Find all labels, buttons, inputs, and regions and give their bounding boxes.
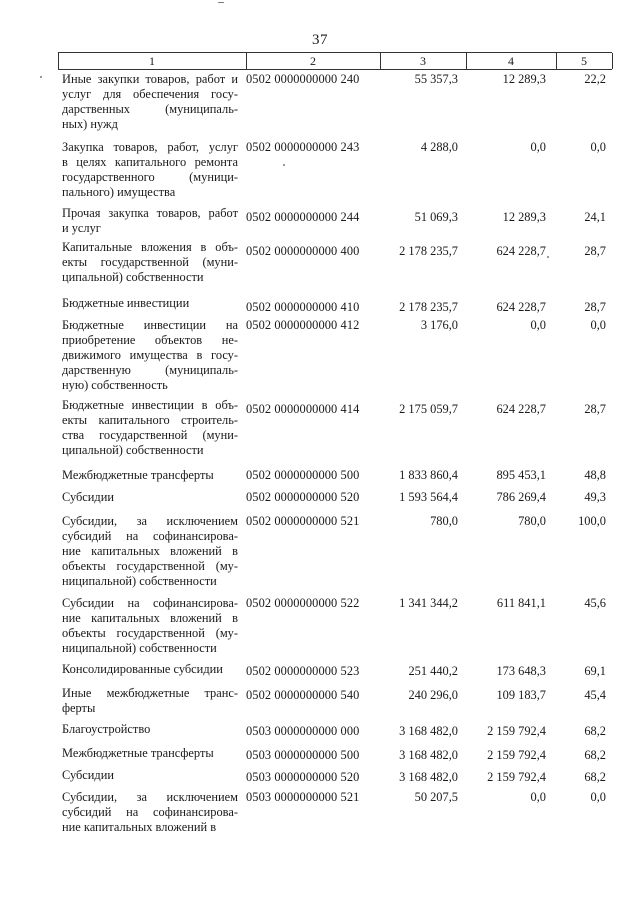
row-plan-value: 3 168 482,0 [399, 770, 458, 784]
row-actual-value: 624 228,7 [496, 402, 546, 416]
row-actual-value: 895 453,1 [496, 468, 546, 482]
row-code: 0502 0000000000 244 [246, 210, 360, 224]
header-divider [58, 53, 59, 69]
row-actual-value: 0,0 [530, 790, 546, 804]
row-name: Иные межбюджетные транс- ферты [62, 686, 238, 715]
row-actual-value: 12 289,3 [502, 72, 546, 86]
row-name: Бюджетные инвестиции [62, 296, 190, 310]
row-actual-value: 611 841,1 [496, 596, 546, 610]
row-percent: 0,0 [590, 790, 606, 804]
header-col-5: 5 [581, 54, 587, 68]
row-plan-value: 2 178 235,7 [399, 300, 458, 314]
row-percent: 28,7 [584, 402, 606, 416]
row-code: 0502 0000000000 400 [246, 244, 360, 258]
row-actual-value: 0,0 [530, 318, 546, 332]
header-col-3: 3 [420, 54, 426, 68]
header-col-4: 4 [508, 54, 514, 68]
row-percent: 100,0 [578, 514, 606, 528]
row-percent: 68,2 [584, 770, 606, 784]
row-name: Благоустройство [62, 722, 151, 736]
row-code: 0502 0000000000 520 [246, 490, 360, 504]
row-actual-value: 0,0 [530, 140, 546, 154]
row-name: Субсидии [62, 768, 114, 782]
header-divider [466, 53, 467, 69]
scan-speck [40, 76, 42, 78]
row-name: Субсидии [62, 490, 114, 504]
row-plan-value: 51 069,3 [414, 210, 458, 224]
row-code: 0502 0000000000 521 [246, 514, 360, 528]
row-actual-value: 786 269,4 [496, 490, 546, 504]
row-plan-value: 3 168 482,0 [399, 748, 458, 762]
row-plan-value: 3 168 482,0 [399, 724, 458, 738]
row-percent: 22,2 [584, 72, 606, 86]
row-code: 0503 0000000000 000 [246, 724, 360, 738]
row-percent: 48,8 [584, 468, 606, 482]
row-code: 0502 0000000000 240 [246, 72, 360, 86]
row-name: Бюджетные инвестиции на приобретение объектов не- движимого имущества в госу- дарственную (муниципаль- ную) собственность [62, 318, 238, 392]
row-name: Субсидии, за исключением субсидий на софинансирова- ние капитальных вложений в [62, 790, 238, 834]
row-name: Субсидии, за исключением субсидий на софинансирова- ние капитальных вложений в объекты государственной (му- ниципальной) собственности [62, 514, 238, 588]
row-code: 0502 0000000000 522 [246, 596, 360, 610]
scan-speck [283, 164, 285, 166]
row-code: 0503 0000000000 500 [246, 748, 360, 762]
row-percent: 49,3 [584, 490, 606, 504]
row-percent: 0,0 [590, 140, 606, 154]
row-plan-value: 251 440,2 [408, 664, 458, 678]
row-name: Закупка товаров, работ, услуг в целях капитального ремонта государственного (муници- пального) имущества [62, 140, 238, 199]
row-name: Прочая закупка товаров, работ и услуг [62, 206, 238, 235]
row-percent: 0,0 [590, 318, 606, 332]
table-header-bottom-rule [58, 69, 612, 70]
row-plan-value: 240 296,0 [408, 688, 458, 702]
scan-speck [547, 256, 549, 258]
row-percent: 45,4 [584, 688, 606, 702]
header-divider [380, 53, 381, 69]
scan-speck [218, 2, 224, 3]
header-divider [246, 53, 247, 69]
row-actual-value: 624 228,7 [496, 300, 546, 314]
row-percent: 24,1 [584, 210, 606, 224]
row-plan-value: 4 288,0 [420, 140, 458, 154]
row-actual-value: 624 228,7 [496, 244, 546, 258]
row-percent: 28,7 [584, 300, 606, 314]
page-number: 37 [312, 32, 328, 48]
row-code: 0502 0000000000 412 [246, 318, 360, 332]
row-actual-value: 12 289,3 [502, 210, 546, 224]
row-percent: 28,7 [584, 244, 606, 258]
row-plan-value: 780,0 [430, 514, 458, 528]
row-percent: 69,1 [584, 664, 606, 678]
header-col-1: 1 [149, 54, 155, 68]
row-name: Иные закупки товаров, работ и услуг для обеспечения госу- дарственных (муниципаль- ных) нужд [62, 72, 238, 131]
row-actual-value: 2 159 792,4 [487, 770, 546, 784]
row-code: 0502 0000000000 414 [246, 402, 360, 416]
row-plan-value: 1 833 860,4 [399, 468, 458, 482]
row-plan-value: 1 341 344,2 [399, 596, 458, 610]
row-plan-value: 1 593 564,4 [399, 490, 458, 504]
row-actual-value: 2 159 792,4 [487, 748, 546, 762]
row-plan-value: 2 175 059,7 [399, 402, 458, 416]
header-divider [612, 53, 613, 69]
row-code: 0503 0000000000 520 [246, 770, 360, 784]
row-percent: 68,2 [584, 724, 606, 738]
row-plan-value: 3 176,0 [420, 318, 458, 332]
row-name: Межбюджетные трансферты [62, 746, 214, 760]
row-percent: 68,2 [584, 748, 606, 762]
row-name: Межбюджетные трансферты [62, 468, 214, 482]
row-name: Бюджетные инвестиции в объ- екты капитального строитель- ства государственной (муни- ципальной) собственности [62, 398, 238, 457]
row-plan-value: 55 357,3 [414, 72, 458, 86]
row-plan-value: 50 207,5 [414, 790, 458, 804]
row-code: 0502 0000000000 243 [246, 140, 360, 154]
row-actual-value: 109 183,7 [496, 688, 546, 702]
row-name: Консолидированные субсидии [62, 662, 223, 676]
row-actual-value: 173 648,3 [496, 664, 546, 678]
row-actual-value: 780,0 [518, 514, 546, 528]
header-col-2: 2 [310, 54, 316, 68]
row-plan-value: 2 178 235,7 [399, 244, 458, 258]
row-code: 0502 0000000000 523 [246, 664, 360, 678]
row-percent: 45,6 [584, 596, 606, 610]
row-code: 0502 0000000000 500 [246, 468, 360, 482]
row-code: 0502 0000000000 540 [246, 688, 360, 702]
table-header [58, 53, 612, 69]
row-name: Капитальные вложения в объ- екты государственной (муни- ципальной) собственности [62, 240, 238, 284]
header-divider [556, 53, 557, 69]
row-code: 0502 0000000000 410 [246, 300, 360, 314]
row-code: 0503 0000000000 521 [246, 790, 360, 804]
row-name: Субсидии на софинансирова- ние капитальных вложений в объекты государственной (му- ниципальной) собственности [62, 596, 238, 655]
row-actual-value: 2 159 792,4 [487, 724, 546, 738]
